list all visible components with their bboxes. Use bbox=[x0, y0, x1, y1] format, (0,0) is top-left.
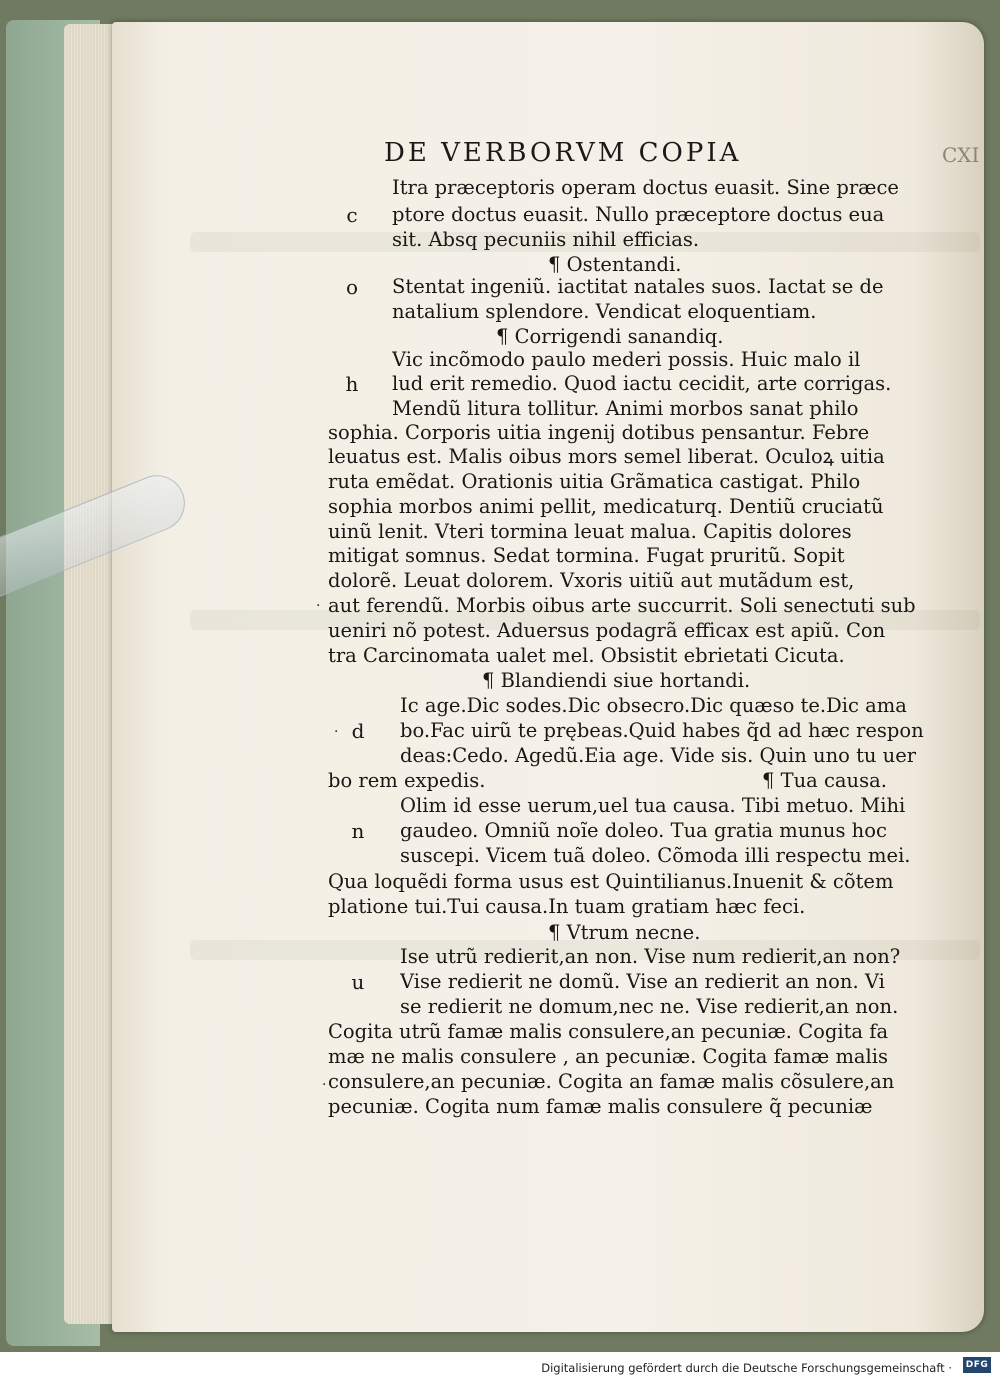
guide-letter: n bbox=[351, 819, 365, 843]
text-line: Mendũ litura tollitur. Animi morbos sanat philo bbox=[392, 397, 859, 420]
guide-letter: u bbox=[351, 970, 365, 994]
text-line: sophia morbos animi pellit, medicaturq. Dentiũ cruciatũ bbox=[328, 495, 884, 518]
section-heading: ¶ Vtrum necne. bbox=[548, 921, 701, 944]
margin-dot: · bbox=[322, 1077, 327, 1093]
text-line: consulere,an pecuniæ. Cogita an famæ malis cõsulere,an bbox=[328, 1070, 895, 1093]
text-line: se redierit ne domum,nec ne. Vise redierit,an non. bbox=[400, 995, 899, 1018]
text-line: ptore doctus euasit. Nullo præceptore doctus eua bbox=[392, 203, 885, 226]
text-line: sophia. Corporis uitia ingenij dotibus pensantur. Febre bbox=[328, 421, 870, 444]
text-line: suscepi. Vicem tuã doleo. Cõmoda illi respectu mei. bbox=[400, 844, 911, 867]
text-line: Vise redierit ne domũ. Vise an redierit an non. Vi bbox=[400, 970, 885, 993]
text-line: Stentat ingeniũ. iactitat natales suos. Iactat se de bbox=[392, 275, 884, 298]
text-line: deas:Cedo. Agedũ.Eia age. Vide sis. Quin uno tu uer bbox=[400, 744, 917, 767]
text-line: pecuniæ. Cogita num famæ malis consulere q̃ pecuniæ bbox=[328, 1095, 873, 1118]
text-line: Ise utrũ redierit,an non. Vise num redierit,an non? bbox=[400, 945, 901, 968]
text-line: lud erit remedio. Quod iactu cecidit, arte corrigas. bbox=[392, 372, 892, 395]
text-line: Ic age.Dic sodes.Dic obsecro.Dic quæso te.Dic ama bbox=[400, 694, 907, 717]
text-line: Cogita utrũ famæ malis consulere,an pecuniæ. Cogita fa bbox=[328, 1020, 889, 1043]
text-line: leuatus est. Malis oibus mors semel liberat. Oculoꝝ uitia bbox=[328, 445, 885, 468]
funding-credit: Digitalisierung gefördert durch die Deutsche Forschungsgemeinschaft · bbox=[541, 1361, 952, 1375]
guide-letter: h bbox=[345, 372, 359, 396]
text-line: gaudeo. Omniũ noĩe doleo. Tua gratia munus hoc bbox=[400, 819, 887, 842]
text-line: ruta emẽdat. Orationis uitia Grãmatica castigat. Philo bbox=[328, 470, 861, 493]
text-line: dolorẽ. Leuat dolorem. Vxoris uitiũ aut mutãdum est, bbox=[328, 569, 855, 592]
dfg-logo: DFG bbox=[963, 1357, 991, 1373]
margin-dot: · bbox=[334, 724, 339, 740]
text-line: bo rem expedis. bbox=[328, 769, 486, 792]
guide-letter: c bbox=[346, 203, 358, 227]
text-line: mitigat somnus. Sedat tormina. Fugat pruritũ. Sopit bbox=[328, 544, 845, 567]
text-line: natalium splendore. Vendicat eloquentiam. bbox=[392, 300, 817, 323]
section-heading: ¶ Tua causa. bbox=[762, 769, 887, 792]
text-line: uinũ lenit. Vteri tormina leuat malua. Capitis dolores bbox=[328, 520, 852, 543]
text-line: Itra præceptoris operam doctus euasit. Sine præce bbox=[392, 176, 899, 199]
guide-letter: o bbox=[345, 275, 359, 299]
guide-letter: d bbox=[351, 719, 365, 743]
text-line: bo.Fac uirũ te prębeas.Quid habes q̃d ad hæc respon bbox=[400, 719, 924, 742]
margin-dot: · bbox=[316, 598, 321, 614]
section-heading: ¶ Corrigendi sanandiq. bbox=[496, 325, 724, 348]
section-heading: ¶ Ostentandi. bbox=[548, 253, 682, 276]
section-heading: ¶ Blandiendi siue hortandi. bbox=[482, 669, 751, 692]
running-head: DE VERBORVM COPIA bbox=[384, 138, 742, 168]
text-line: mæ ne malis consulere , an pecuniæ. Cogita famæ malis bbox=[328, 1045, 889, 1068]
text-line: tra Carcinomata ualet mel. Obsistit ebrietati Cicuta. bbox=[328, 644, 845, 667]
text-line: Olim id esse uerum,uel tua causa. Tibi metuo. Mihi bbox=[400, 794, 906, 817]
text-line: platione tui.Tui causa.In tuam gratiam hæc feci. bbox=[328, 895, 806, 918]
text-line: aut ferendũ. Morbis oibus arte succurrit. Soli senectuti sub bbox=[328, 594, 916, 617]
text-line: ueniri nõ potest. Aduersus podagrã efficax est apiũ. Con bbox=[328, 619, 886, 642]
text-line: sit. Absq pecuniis nihil efficias. bbox=[392, 228, 700, 251]
folio-fragment: CXI bbox=[942, 143, 980, 167]
text-line: Qua loquẽdi forma usus est Quintilianus.Inuenit & cõtem bbox=[328, 870, 894, 893]
text-line: Vic incõmodo paulo mederi possis. Huic malo il bbox=[392, 348, 861, 371]
